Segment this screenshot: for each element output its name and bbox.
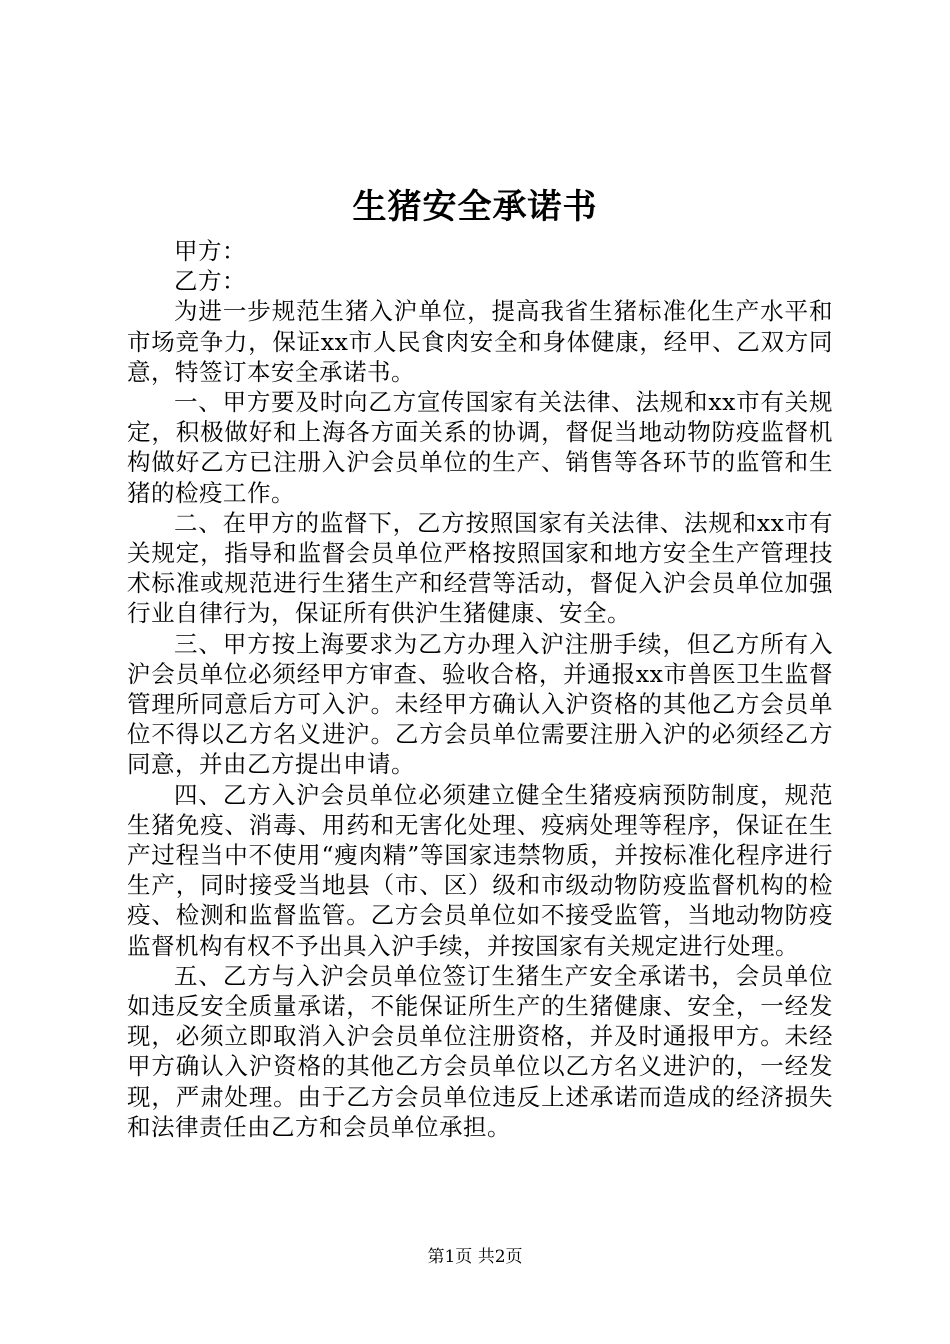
clause-2-paragraph: 二、在甲方的监督下，乙方按照国家有关法律、法规和xx市有关规定，指导和监督会员单位严格按照国家和地方安全生产管理技术标准或规范进行生猪生产和经营等活动，督促入沪会员单位加强行业自律行为，保证所有供沪生猪健康、安全。 xyxy=(127,508,833,628)
party-b-line: 乙方： xyxy=(174,267,246,296)
intro-paragraph: 为进一步规范生猪入沪单位，提高我省生猪标准化生产水平和市场竞争力，保证xx市人民食肉安全和身体健康，经甲、乙双方同意，特签订本安全承诺书。 xyxy=(127,297,833,386)
clause-1-paragraph: 一、甲方要及时向乙方宣传国家有关法律、法规和xx市有关规定，积极做好和上海各方面关系的协调，督促当地动物防疫监督机构做好乙方已注册入沪会员单位的生产、销售等各环节的监管和生猪的检疫工作。 xyxy=(127,388,833,507)
party-a-line: 甲方： xyxy=(174,237,246,265)
document-body xyxy=(127,236,833,1142)
clause-5-paragraph: 五、乙方与入沪会员单位签订生猪生产安全承诺书，会员单位如违反安全质量承诺，不能保证所生产的生猪健康、安全，一经发现，必须立即取消入沪会员单位注册资格，并及时通报甲方。未经甲方确认入沪资格的其他乙方会员单位以乙方名义进沪的，一经发现，严肃处理。由于乙方会员单位违反上述承诺而造成的经济损失和法律责任由乙方和会员单位承担。 xyxy=(127,961,833,1141)
document-title: 生猪安全承诺书 xyxy=(352,187,598,227)
clause-4-paragraph: 四、乙方入沪会员单位必须建立健全生猪疫病预防制度，规范生猪免疫、消毒、用药和无害化处理、疫病处理等程序，保证在生产过程当中不使用“瘦肉精”等国家违禁物质，并按标准化程序进行生产，同时接受当地县（市、区）级和市级动物防疫监督机构的检疫、检测和监督监管。乙方会员单位如不接受监管，当地动物防疫监督机构有权不予出具入沪手续，并按国家有关规定进行处理。 xyxy=(127,780,833,960)
clause-3-paragraph: 三、甲方按上海要求为乙方办理入沪注册手续，但乙方所有入沪会员单位必须经甲方审查、验收合格，并通报xx市兽医卫生监督管理所同意后方可入沪。未经甲方确认入沪资格的其他乙方会员单位不得以乙方名义进沪。乙方会员单位需要注册入沪的必须经乙方同意，并由乙方提出申请。 xyxy=(127,629,833,779)
page-number-footer: 第1页 共2页 xyxy=(427,1247,523,1267)
